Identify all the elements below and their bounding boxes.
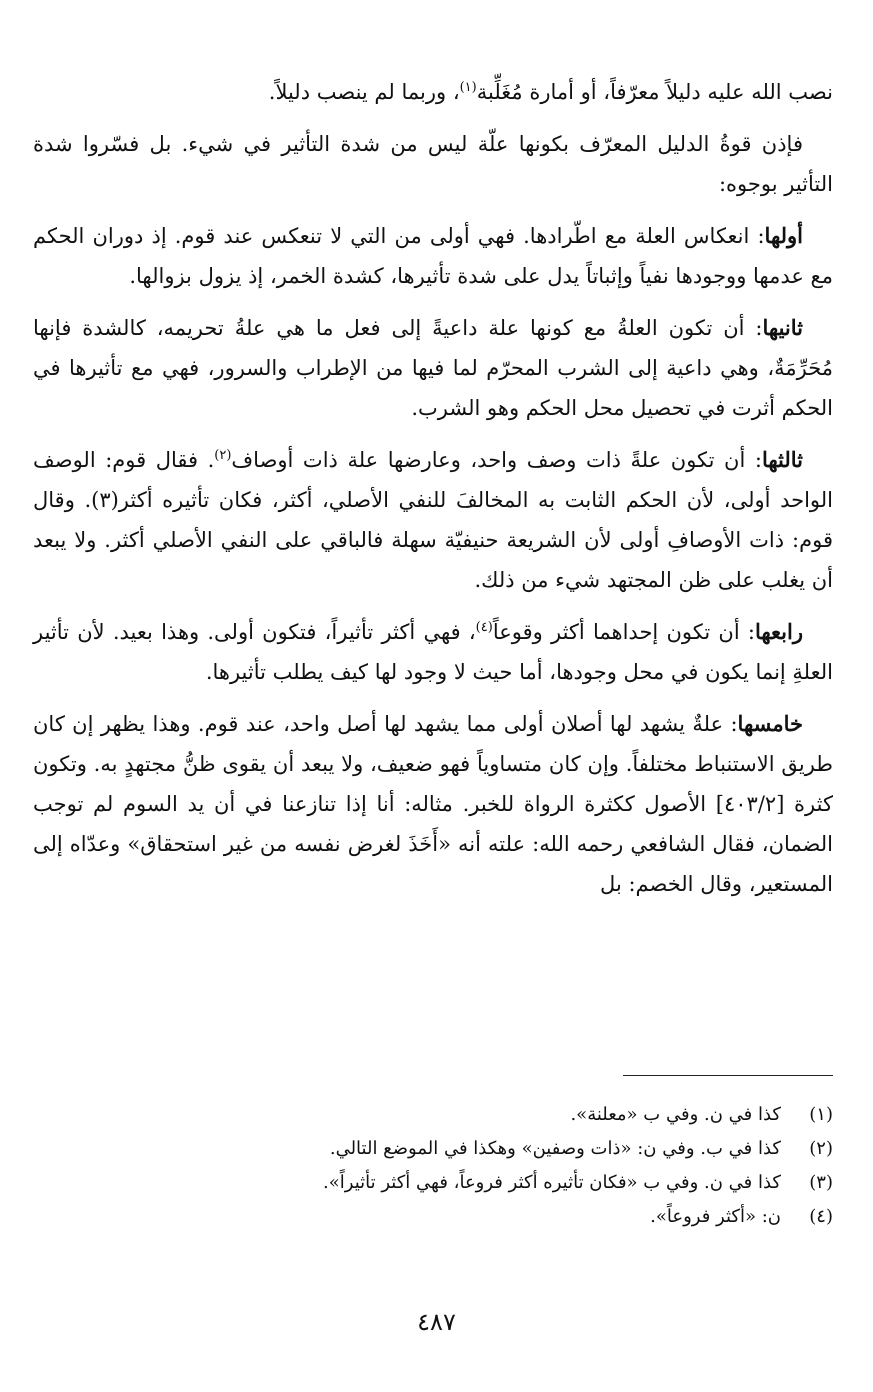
paragraph-text-after: ، وربما لم ينصب دليلاً. [268, 80, 460, 104]
footnote-text: ن: «أكثر فروعاً». [650, 1206, 781, 1227]
paragraph-second-aspect [33, 308, 833, 428]
footnote-text: كذا في ب. وفي ن: «ذات وصفين» وهكذا في الموضع التالي. [329, 1138, 781, 1159]
paragraph-text: : انعكاس العلة مع اطّرادها. فهي أولى من التي لا تنعكس عند قوم. إذ دوران الحكم مع عدمها ووجودها نفياً وإثباتاً يدل على شدة تأثيرها، كشدة الخمر، إذ يزول بزوالها. [33, 224, 833, 288]
paragraph-text: : أن تكون العلةُ مع كونها علة داعيةً إلى فعل ما هي علةُ تحريمه، كالشدة فإنها مُحَرِّمَةٌ، وهي داعية إلى الشرب المحرّم لما فيها من الإطراب والسرور، فهي مع تأثيرها في الحكم أثرت في تحصيل محل الحكم وهو الشرب. [33, 316, 833, 420]
section-lead: خامسها [737, 711, 803, 736]
footnote-ref: (٤) [475, 620, 493, 635]
main-text [33, 72, 833, 916]
section-lead: ثانيها [762, 315, 803, 340]
footnote-text: كذا في ن. وفي ب «معلنة». [570, 1104, 781, 1125]
paragraph-text: فإذن قوةُ الدليل المعرّف بكونها علّة ليس من شدة التأثير في شيء. بل فسّروا شدة التأثير بوجوه: [33, 132, 833, 196]
paragraph-third-aspect [33, 440, 833, 600]
paragraph-fourth-aspect [33, 612, 833, 692]
paragraph-text-after: ، فهي أكثر تأثيراً، فتكون أولى. وهذا بعيد. لأن تأثير العلةِ إنما يكون في محل وجودها، أما حيث لا وجود لها كيف يطلب تأثيرها. [33, 620, 833, 684]
paragraph-text: : أن تكون علةً ذات وصف واحد، وعارضها علة ذات أوصاف [231, 448, 762, 472]
paragraph-text: نصب الله عليه دليلاً معرّفاً، أو أمارة مُغَلِّبة [476, 80, 833, 104]
footnote-ref: (١) [459, 80, 477, 95]
footnote-item [33, 1132, 833, 1166]
paragraph-first-aspect [33, 216, 833, 296]
footnote-number: (٣) [809, 1172, 833, 1193]
section-lead: رابعها [754, 619, 803, 644]
paragraph-opening [33, 72, 833, 112]
footnote-number: (٢) [809, 1138, 833, 1159]
section-lead: ثالثها [761, 447, 803, 472]
paragraph-intro [33, 124, 833, 204]
paragraph-text: : أن تكون إحداهما أكثر وقوعاً [492, 620, 755, 644]
paragraph-text: : علةٌ يشهد لها أصلان أولى مما يشهد لها أصل واحد، عند قوم. وهذا يظهر إن كان طريق الاستنباط مختلفاً. وإن كان متساوياً فهو ضعيف، ولا يبعد أن يقوى ظنُّ مجتهدٍ به. وتكون كثرة [٤٠٣/٢] الأصول ككثرة الرواة للخبر. مثاله: أنا إذا تنازعنا في أن يد السوم لم توجب الضمان، فقال الشافعي رحمه الله: علته أنه «أَخَذَ لغرض نفسه من غير استحقاق» وعدّاه إلى المستعير، وقال الخصم: بل [33, 712, 833, 896]
footnote-number: (١) [809, 1104, 833, 1125]
section-lead: أولها [764, 223, 803, 248]
footnote-number: (٤) [809, 1206, 833, 1227]
footnote-divider [623, 1075, 833, 1076]
footnote-item [33, 1200, 833, 1234]
footnote-ref: (٢) [214, 448, 232, 463]
footnote-text: كذا في ن. وفي ب «فكان تأثيره أكثر فروعاً، فهي أكثر تأثيراً». [323, 1172, 781, 1193]
footnote-item [33, 1098, 833, 1132]
paragraph-fifth-aspect [33, 704, 833, 904]
paragraph-text-after: . فقال قوم: الوصف الواحد أولى، لأن الحكم الثابت به المخالفَ للنفي الأصلي، أكثر، فكان تأثيره أكثر(٣). وقال قوم: ذات الأوصافِ أولى لأن الشريعة حنيفيّة سهلة فالباقي على النفي الأصلي أكثر. ولا يبعد أن يغلب على ظن المجتهد شيء من ذلك. [33, 448, 833, 592]
page-number: ٤٨٧ [417, 1308, 456, 1336]
footnote-item [33, 1166, 833, 1200]
footnotes [33, 1098, 833, 1234]
